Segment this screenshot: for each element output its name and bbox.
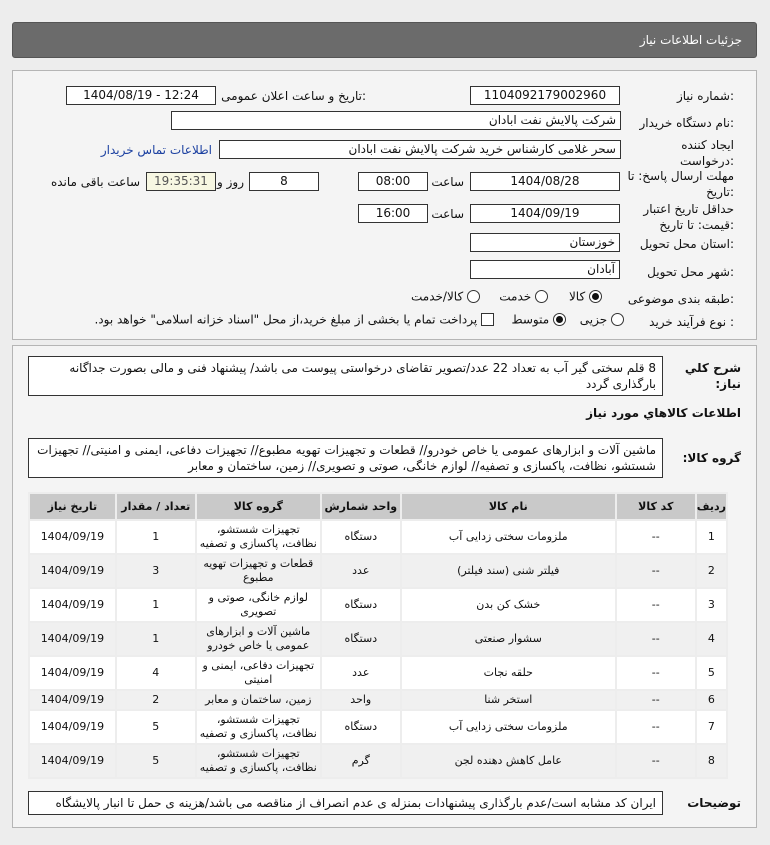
buyer-field: شرکت پالایش نفت ابادان [171,111,621,130]
cell-item-name: استخر شنا [401,690,616,710]
cell-item-group: لوازم خانگی، صوتی و تصویری [196,588,321,622]
validity-label: حداقل تاریخ اعتبار قیمت: تا تاریخ: [643,202,734,232]
cell-item-code: -- [616,622,696,656]
cell-row-number: 8 [696,744,727,778]
cell-quantity: 1 [116,520,196,554]
cell-need-date: 1404/09/19 [29,656,116,690]
cell-row-number: 7 [696,710,727,744]
radio-icon[interactable] [611,313,624,326]
cell-need-date: 1404/09/19 [29,554,116,588]
cell-unit: عدد [321,554,401,588]
days-label: روز و [217,175,244,189]
goods-group-row [28,438,741,478]
cell-quantity: 1 [116,622,196,656]
process-option-medium[interactable]: متوسط [511,312,566,327]
need-number-label: شماره نیاز: [676,89,734,103]
deadline-time-field: 08:00 [358,172,428,191]
col-date: تاریخ نیاز [29,493,116,520]
goods-group-field: ماشین آلات و ابزارهای عمومی یا خاص خودرو// قطعات و تجهیزات تهویه مطبوع// تجهیزات دفاعی، ایمنی و امنیتی// تجهیزات شستشو، نظافت، پاکسازی و تصفیه// لوازم خانگی، صوتی و تصویری// زمین، ساختمان و معابر [28,438,663,478]
cell-row-number: 1 [696,520,727,554]
col-row: ردیف [696,493,727,520]
notes-field: ایران کد مشابه است/عدم بارگذاری پیشنهادات بمنزله ی عدم انصراف از مناقصه می باشد/هزینه ی حمل تا انبار پالایشگاه [28,791,663,815]
page-title: جزئیات اطلاعات نیاز [639,33,742,47]
announce-field: 1404/08/19 - 12:24 [66,86,216,105]
table-row [29,622,727,656]
notes-label: توضیحات [687,796,741,810]
remaining-label: ساعت باقی مانده [50,175,140,189]
cell-need-date: 1404/09/19 [29,744,116,778]
table-row [29,588,727,622]
cell-item-code: -- [616,520,696,554]
radio-icon[interactable] [535,290,548,303]
cell-item-name: عامل کاهش دهنده لجن [401,744,616,778]
description-label: شرح کلي نياز: [684,361,741,391]
radio-icon[interactable] [553,313,566,326]
cell-item-code: -- [616,744,696,778]
province-field: خوزستان [470,233,620,252]
col-group: گروه کالا [196,493,321,520]
remaining-time-field: 19:35:31 [146,172,216,191]
validity-date-field: 1404/09/19 [470,204,620,223]
cell-item-group: ماشین آلات و ابزارهای عمومی یا خاص خودرو [196,622,321,656]
details-panel [12,345,757,828]
goods-group-label: گروه کالا: [682,451,741,465]
cell-unit: دستگاه [321,710,401,744]
buyer-label: نام دستگاه خریدار: [639,116,734,130]
description-field: 8 قلم سختی گیر آب به تعداد 22 عدد/تصویر تقاضای درخواستی پیوست می باشد/ پیشنهاد فنی و مالی بصورت جداگانه بارگذاری گردد [28,356,663,396]
city-label: شهر محل تحویل: [647,265,734,279]
cell-item-name: خشک کن بدن [401,588,616,622]
process-label: نوع فرآیند خرید : [649,315,734,329]
buyer-contact-link[interactable]: اطلاعات تماس خریدار [100,143,212,157]
cell-row-number: 5 [696,656,727,690]
cell-unit: دستگاه [321,520,401,554]
col-quantity: تعداد / مقدار [116,493,196,520]
table-row [29,554,727,588]
table-row [29,690,727,710]
cell-item-group: زمین، ساختمان و معابر [196,690,321,710]
announce-label: تاریخ و ساعت اعلان عمومی: [221,89,366,103]
cell-item-code: -- [616,690,696,710]
cell-item-group: تجهیزات دفاعی، ایمنی و امنیتی [196,656,321,690]
radio-icon[interactable] [589,290,602,303]
deadline-label: مهلت ارسال پاسخ: تا تاریخ: [627,169,734,199]
category-label: طبقه بندی موضوعی: [627,292,734,306]
cell-need-date: 1404/09/19 [29,520,116,554]
cell-row-number: 3 [696,588,727,622]
table-row [29,656,727,690]
goods-table-wrapper [30,492,728,779]
creator-field: سحر غلامی کارشناس خرید شرکت پالایش نفت ابادان [219,140,621,159]
need-number-field: 1104092179002960 [470,86,620,105]
cell-quantity: 5 [116,744,196,778]
province-label: استان محل تحویل: [639,237,734,251]
treasury-payment-option[interactable]: پرداخت تمام یا بخشی از مبلغ خرید،از محل "اسناد خزانه اسلامی" خواهد بود. [94,312,494,327]
radio-icon[interactable] [467,290,480,303]
category-option-service[interactable]: خدمت [499,289,548,304]
cell-item-name: ملزومات سختی زدایی آب [401,520,616,554]
table-row [29,710,727,744]
creator-label: ایجاد کننده درخواست: [680,138,734,168]
category-option-goods[interactable]: کالا [569,289,602,304]
cell-unit: دستگاه [321,588,401,622]
cell-item-group: قطعات و تجهیزات تهویه مطبوع [196,554,321,588]
cell-quantity: 2 [116,690,196,710]
cell-item-name: ملزومات سختی زدایی آب [401,710,616,744]
col-unit: واحد شمارش [321,493,401,520]
cell-unit: دستگاه [321,622,401,656]
cell-row-number: 2 [696,554,727,588]
table-row [29,520,727,554]
goods-table [28,492,728,779]
cell-quantity: 3 [116,554,196,588]
page-header [12,22,757,58]
process-option-minor[interactable]: جزیی [580,312,624,327]
cell-item-group: تجهیزات شستشو، نظافت، پاکسازی و تصفیه [196,520,321,554]
cell-item-name: سشوار صنعتی [401,622,616,656]
cell-need-date: 1404/09/19 [29,588,116,622]
days-field: 8 [249,172,319,191]
cell-item-code: -- [616,656,696,690]
category-option-goods-service[interactable]: کالا/خدمت [411,289,480,304]
deadline-time-label: ساعت [431,175,464,189]
validity-time-field: 16:00 [358,204,428,223]
col-name: نام کالا [401,493,616,520]
table-header-row [29,493,727,520]
cell-quantity: 4 [116,656,196,690]
cell-row-number: 4 [696,622,727,656]
col-code: کد کالا [616,493,696,520]
notes-row [28,791,741,815]
cell-row-number: 6 [696,690,727,710]
cell-item-name: فیلتر شنی (سند فیلتر) [401,554,616,588]
cell-unit: عدد [321,656,401,690]
cell-quantity: 5 [116,710,196,744]
cell-item-code: -- [616,710,696,744]
cell-need-date: 1404/09/19 [29,710,116,744]
cell-item-group: تجهیزات شستشو، نظافت، پاکسازی و تصفیه [196,710,321,744]
cell-item-group: تجهیزات شستشو، نظافت، پاکسازی و تصفیه [196,744,321,778]
cell-item-code: -- [616,588,696,622]
cell-need-date: 1404/09/19 [29,690,116,710]
goods-section-title: اطلاعات کالاهاي مورد نياز [586,406,741,420]
cell-item-code: -- [616,554,696,588]
cell-item-name: حلقه نجات [401,656,616,690]
table-row [29,744,727,778]
checkbox[interactable] [481,313,494,326]
city-field: آبادان [470,260,620,279]
deadline-date-field: 1404/08/28 [470,172,620,191]
cell-quantity: 1 [116,588,196,622]
validity-time-label: ساعت [431,207,464,221]
cell-unit: واحد [321,690,401,710]
description-row [28,356,741,396]
cell-unit: گرم [321,744,401,778]
cell-need-date: 1404/09/19 [29,622,116,656]
